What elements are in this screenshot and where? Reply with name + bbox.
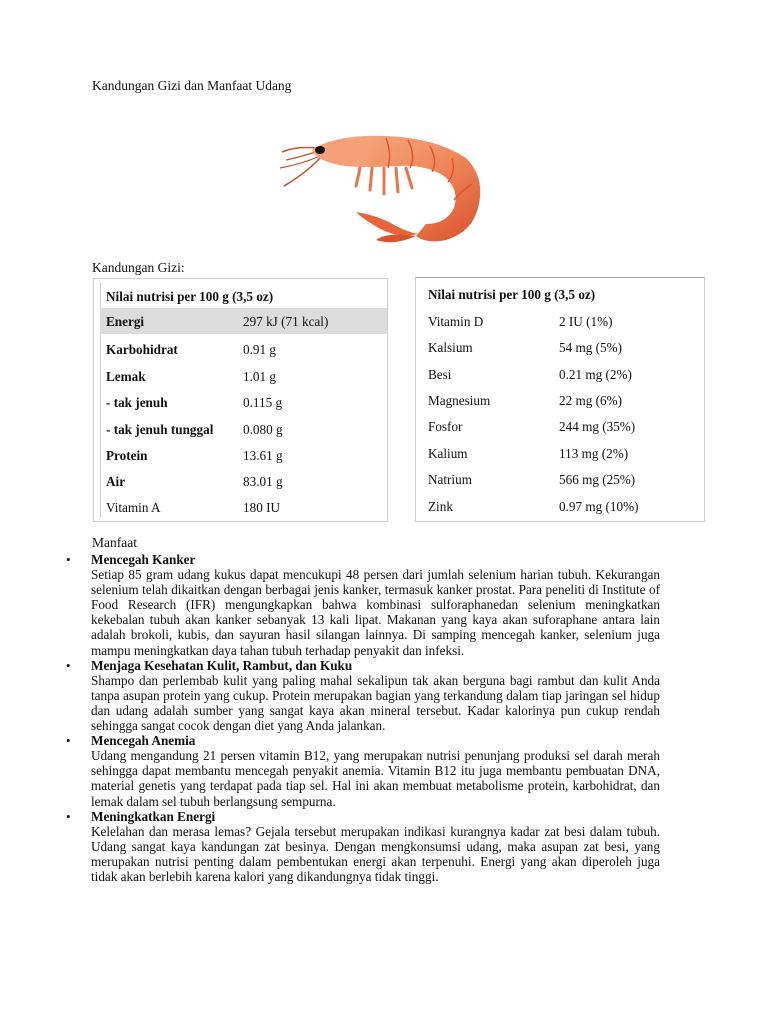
nutrient-value: 297 kJ (71 kcal) bbox=[243, 314, 329, 329]
bullet-icon: • bbox=[66, 552, 71, 567]
nutrient-value: 83.01 g bbox=[243, 474, 283, 489]
nutrient-name: Natrium bbox=[428, 472, 472, 487]
table-row bbox=[416, 413, 704, 439]
nutrition-table-right bbox=[415, 277, 705, 522]
bullet-icon: • bbox=[66, 733, 71, 749]
nutrient-value: 113 mg (2%) bbox=[559, 446, 629, 461]
nutrient-value: 0.21 mg (2%) bbox=[559, 367, 632, 382]
nutrient-value: 0.91 g bbox=[243, 342, 276, 357]
nutrient-name: Zink bbox=[428, 499, 453, 514]
table-row bbox=[94, 468, 387, 494]
nutrient-value: 566 mg (25%) bbox=[559, 472, 636, 487]
nutrient-name: Karbohidrat bbox=[106, 342, 178, 357]
nutrient-value: 0.97 mg (10%) bbox=[559, 499, 639, 514]
nutrient-name: Energi bbox=[106, 314, 145, 329]
nutrient-value: 54 mg (5%) bbox=[559, 340, 622, 355]
nutrient-value: 180 IU bbox=[243, 500, 280, 515]
benefit-text: Kelelahan dan merasa lemas? Gejala tersebut merupakan indikasi kurangnya kadar zat besi dalam tubuh. Udang sangat kaya kandungan zat besinya. Dengan mengkonsumsi udang, maka asupan zat besi, yang merupakan nutrisi penting dalam pembentukan energi akan terpenuhi. Energi yang akan diperoleh juga tidak akan berlebih karena kalori yang dikandungnya tidak tinggi. bbox=[91, 823, 660, 884]
benefit-title: Mencegah Anemia bbox=[91, 733, 196, 749]
nutrient-value: 0.080 g bbox=[243, 422, 283, 437]
benefit-text: Udang mengandung 21 persen vitamin B12, yang merupakan nutrisi penunjang produksi sel darah merah sehingga dapat membantu mencegah penyakit anemia. Vitamin B12 itu juga membantu pembuatan DNA, material genetis yang terdapat pada tiap sel. Hal ini akan membuat metabolisme protein, karbohidrat, dan lemak dalam sel tubuh berlangsung sempurna. bbox=[91, 748, 660, 809]
nutrient-value: 13.61 g bbox=[243, 448, 283, 463]
benefit-title: Meningkatkan Energi bbox=[91, 808, 216, 824]
list-item bbox=[66, 552, 660, 658]
nutrient-name: Magnesium bbox=[428, 393, 491, 408]
nutrient-name: Vitamin A bbox=[106, 500, 161, 515]
table-row bbox=[94, 336, 387, 362]
nutrient-name: Fosfor bbox=[428, 419, 463, 434]
bullet-icon: • bbox=[66, 808, 71, 824]
table-row bbox=[416, 440, 704, 466]
table-row bbox=[94, 363, 387, 389]
benefit-text: Shampo dan perlembab kulit yang paling mahal sekalipun tak akan berguna bagi rambut dan kulit Anda tanpa asupan protein yang cukup. Protein merupakan bagian yang terkandung dalam tiap jaringan sel hidup dan udang adalah sumber yang sangat kaya akan mineral tersebut. Kadar kalorinya pun cukup rendah sehingga sangat cocok dengan diet yang Anda jalankan. bbox=[91, 672, 660, 734]
nutrient-value: 1.01 g bbox=[243, 369, 276, 384]
shrimp-image bbox=[276, 128, 488, 246]
table-row bbox=[416, 387, 704, 413]
nutrient-name: - tak jenuh bbox=[106, 395, 168, 410]
nutrient-name: Protein bbox=[106, 448, 148, 463]
bullet-icon: • bbox=[66, 657, 71, 673]
nutrient-value: 244 mg (35%) bbox=[559, 419, 636, 434]
nutrient-name: - tak jenuh tunggal bbox=[106, 422, 214, 437]
table-row bbox=[100, 308, 387, 334]
table-row bbox=[416, 334, 704, 360]
list-item bbox=[66, 809, 660, 884]
table-row bbox=[94, 494, 387, 520]
benefits-list bbox=[66, 552, 660, 884]
table-row bbox=[416, 493, 704, 519]
benefit-title: Menjaga Kesehatan Kulit, Rambut, dan Kuku bbox=[91, 657, 353, 673]
table-header: Nilai nutrisi per 100 g (3,5 oz) bbox=[428, 287, 596, 302]
table-row bbox=[416, 361, 704, 387]
list-item bbox=[66, 733, 660, 808]
nutrient-name: Besi bbox=[428, 367, 452, 382]
table-row bbox=[94, 442, 387, 468]
table-row bbox=[94, 416, 387, 442]
nutrition-table-left bbox=[93, 278, 388, 522]
nutrient-name: Vitamin D bbox=[428, 314, 484, 329]
table-header: Nilai nutrisi per 100 g (3,5 oz) bbox=[106, 289, 274, 304]
nutrient-name: Lemak bbox=[106, 369, 146, 384]
nutrient-name: Kalsium bbox=[428, 340, 473, 355]
table-row bbox=[416, 308, 704, 334]
benefit-title: Mencegah Kanker bbox=[91, 552, 196, 567]
nutrient-value: 0.115 g bbox=[243, 395, 283, 410]
nutrient-name: Kalium bbox=[428, 446, 468, 461]
table-row bbox=[416, 466, 704, 492]
benefit-text: Setiap 85 gram udang kukus dapat mencukupi 48 persen dari jumlah selenium harian tubuh. Kekurangan selenium telah dikaitkan dengan berbagai jenis kanker, termasuk kanker prostat. Para peneliti di Institute of Food Research (IFR) mengungkapkan bahwa kombinasi sulforaphanedan selenium meningkatkan kekebalan tubuh akan kanker sebanyak 13 kali lipat. Makanan yang kaya akan suforaphane antara lain adalah brokoli, kubis, dan sayuran hasil silangan lainnya. Di samping mencegah kanker, selenium juga mampu meningkatkan daya tahan tubuh terhadap penyakit dan infeksi. bbox=[91, 567, 660, 658]
nutrient-value: 22 mg (6%) bbox=[559, 393, 622, 408]
nutrient-name: Air bbox=[106, 474, 126, 489]
document-title: Kandungan Gizi dan Manfaat Udang bbox=[92, 78, 292, 93]
section-label-manfaat: Manfaat bbox=[92, 535, 137, 550]
table-row bbox=[94, 389, 387, 415]
nutrient-value: 2 IU (1%) bbox=[559, 314, 613, 329]
list-item bbox=[66, 658, 660, 733]
section-label-gizi: Kandungan Gizi: bbox=[92, 260, 185, 275]
